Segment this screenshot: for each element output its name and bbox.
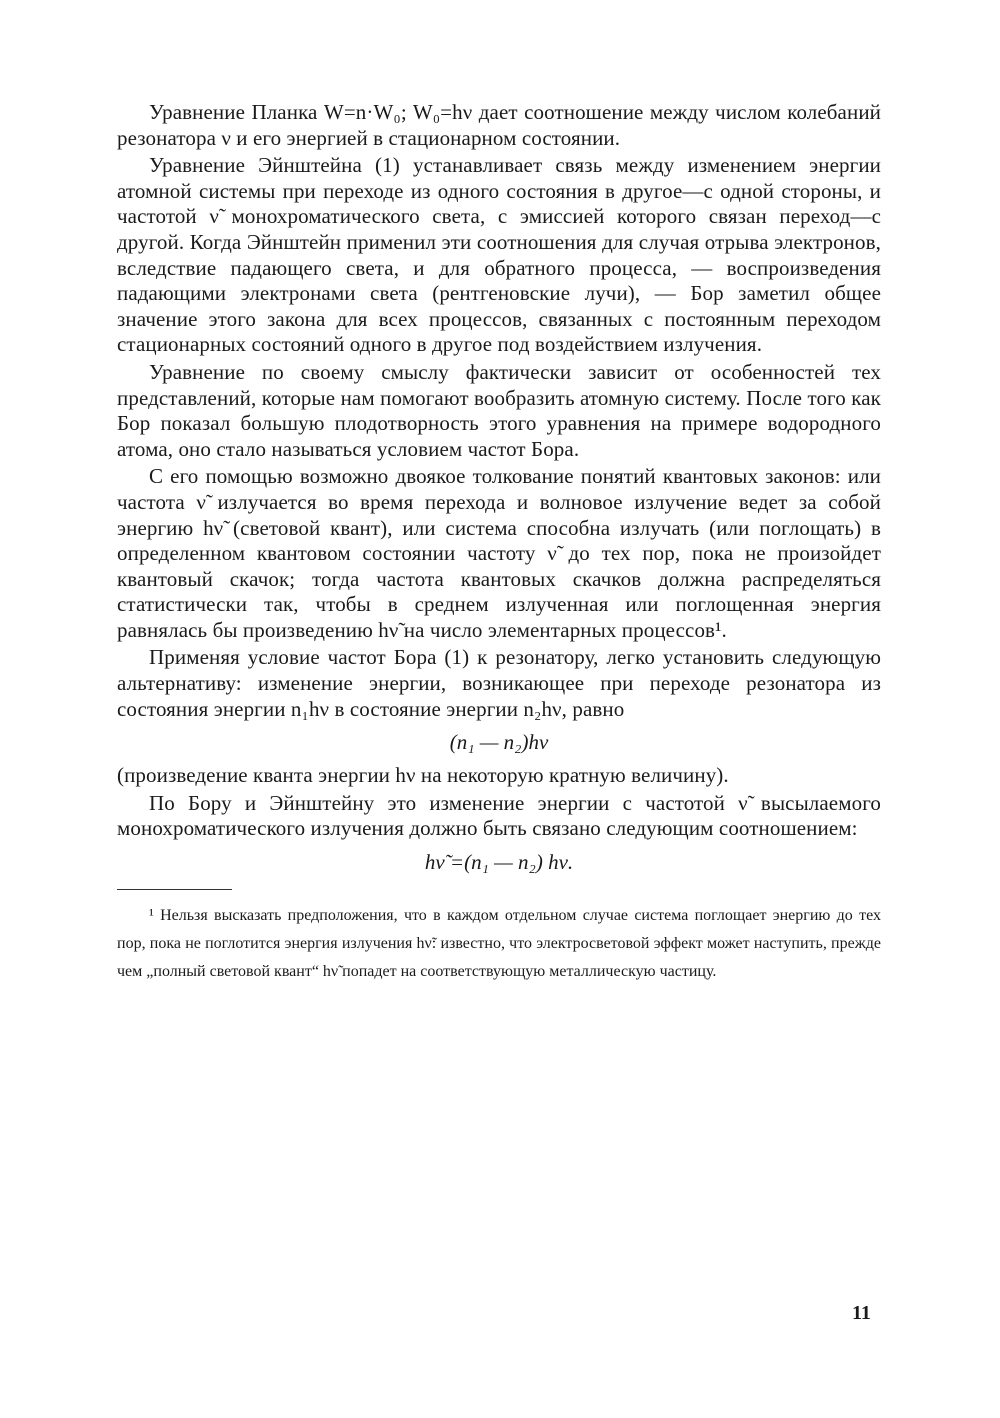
paragraph-quantum-product: (произведение кванта энергии hν на некоторую кратную величину). bbox=[117, 763, 729, 788]
paragraph-interpretation: С его помощью возможно двоякое толкование понятий квантовых законов: или частота ν̃ излучается во время перехода и волновое излучение ведет за собой энергию hν̃ (световой квант), или система способна излучать (или поглощать) в определенном квантовом состоянии частоту ν̃ до тех пор, пока не произойдет квантовый скачок; тогда частота квантовых скачков должна распределяться статистически так, чтобы в среднем излученная или поглощенная энергия равнялась бы произведению hν̃ на число элементарных процессов¹. bbox=[117, 464, 881, 642]
page-body bbox=[117, 100, 881, 986]
paragraph-resonator: Применяя условие частот Бора (1) к резонатору, легко установить следующую альтернативу: изменение энергии, возникающее при переходе резонатора из состояния энергии n₁hν в состояние энергии n₂hν, равно bbox=[117, 645, 881, 721]
formula-energy-difference: (n₁ — n₂)hν bbox=[449, 730, 549, 755]
footnote-divider bbox=[117, 889, 232, 890]
formula-frequency-relation: hν̃ =(n₁ — n₂) hν. bbox=[424, 850, 574, 875]
paragraph-meaning: Уравнение по своему смыслу фактически зависит от особенностей тех представлений, которые нам помогают вообразить атомную систему. После того как Бор показал большую плодотворность этого уравнения на примере водородного атома, оно стало называться условием частот Бора. bbox=[117, 359, 881, 461]
paragraph-einstein: Уравнение Эйнштейна (1) устанавливает связь между изменением энергии атомной системы при переходе из одного состояния в другое—с одной стороны, и частотой ν̃ монохроматического света, с эмиссией которого связан переход—с другой. Когда Эйнштейн применил эти соотношения для случая отрыва электронов, вследствие падающего света, и для обратного процесса, — воспроизведения падающими электронами света (рентгеновские лучи), — Бор заметил общее значение этого закона для всех процессов, связанных с постоянным переходом стационарных состояний одного в другое под воздействием излучения. bbox=[117, 153, 881, 357]
footnote: ¹ Нельзя высказать предположения, что в каждом отдельном случае система поглощает энергию до тех пор, пока не поглотится энергия излучения hν̃: известно, что электросветовой эффект может наступить, прежде чем „полный световой квант“ hν̃ попадет на соответствующую металлическую частицу. bbox=[117, 907, 881, 981]
paragraph-planck: Уравнение Планка W=n·W₀; W₀=hν дает соотношение между числом колебаний резонатора ν и его энергией в стационарном состоянии. bbox=[117, 100, 881, 150]
page-number: 11 bbox=[852, 1302, 871, 1324]
paragraph-bohr-einstein: По Бору и Эйнштейну это изменение энергии с частотой ν̃ высылаемого монохроматического излучения должно быть связано следующим соотношением: bbox=[117, 790, 881, 841]
